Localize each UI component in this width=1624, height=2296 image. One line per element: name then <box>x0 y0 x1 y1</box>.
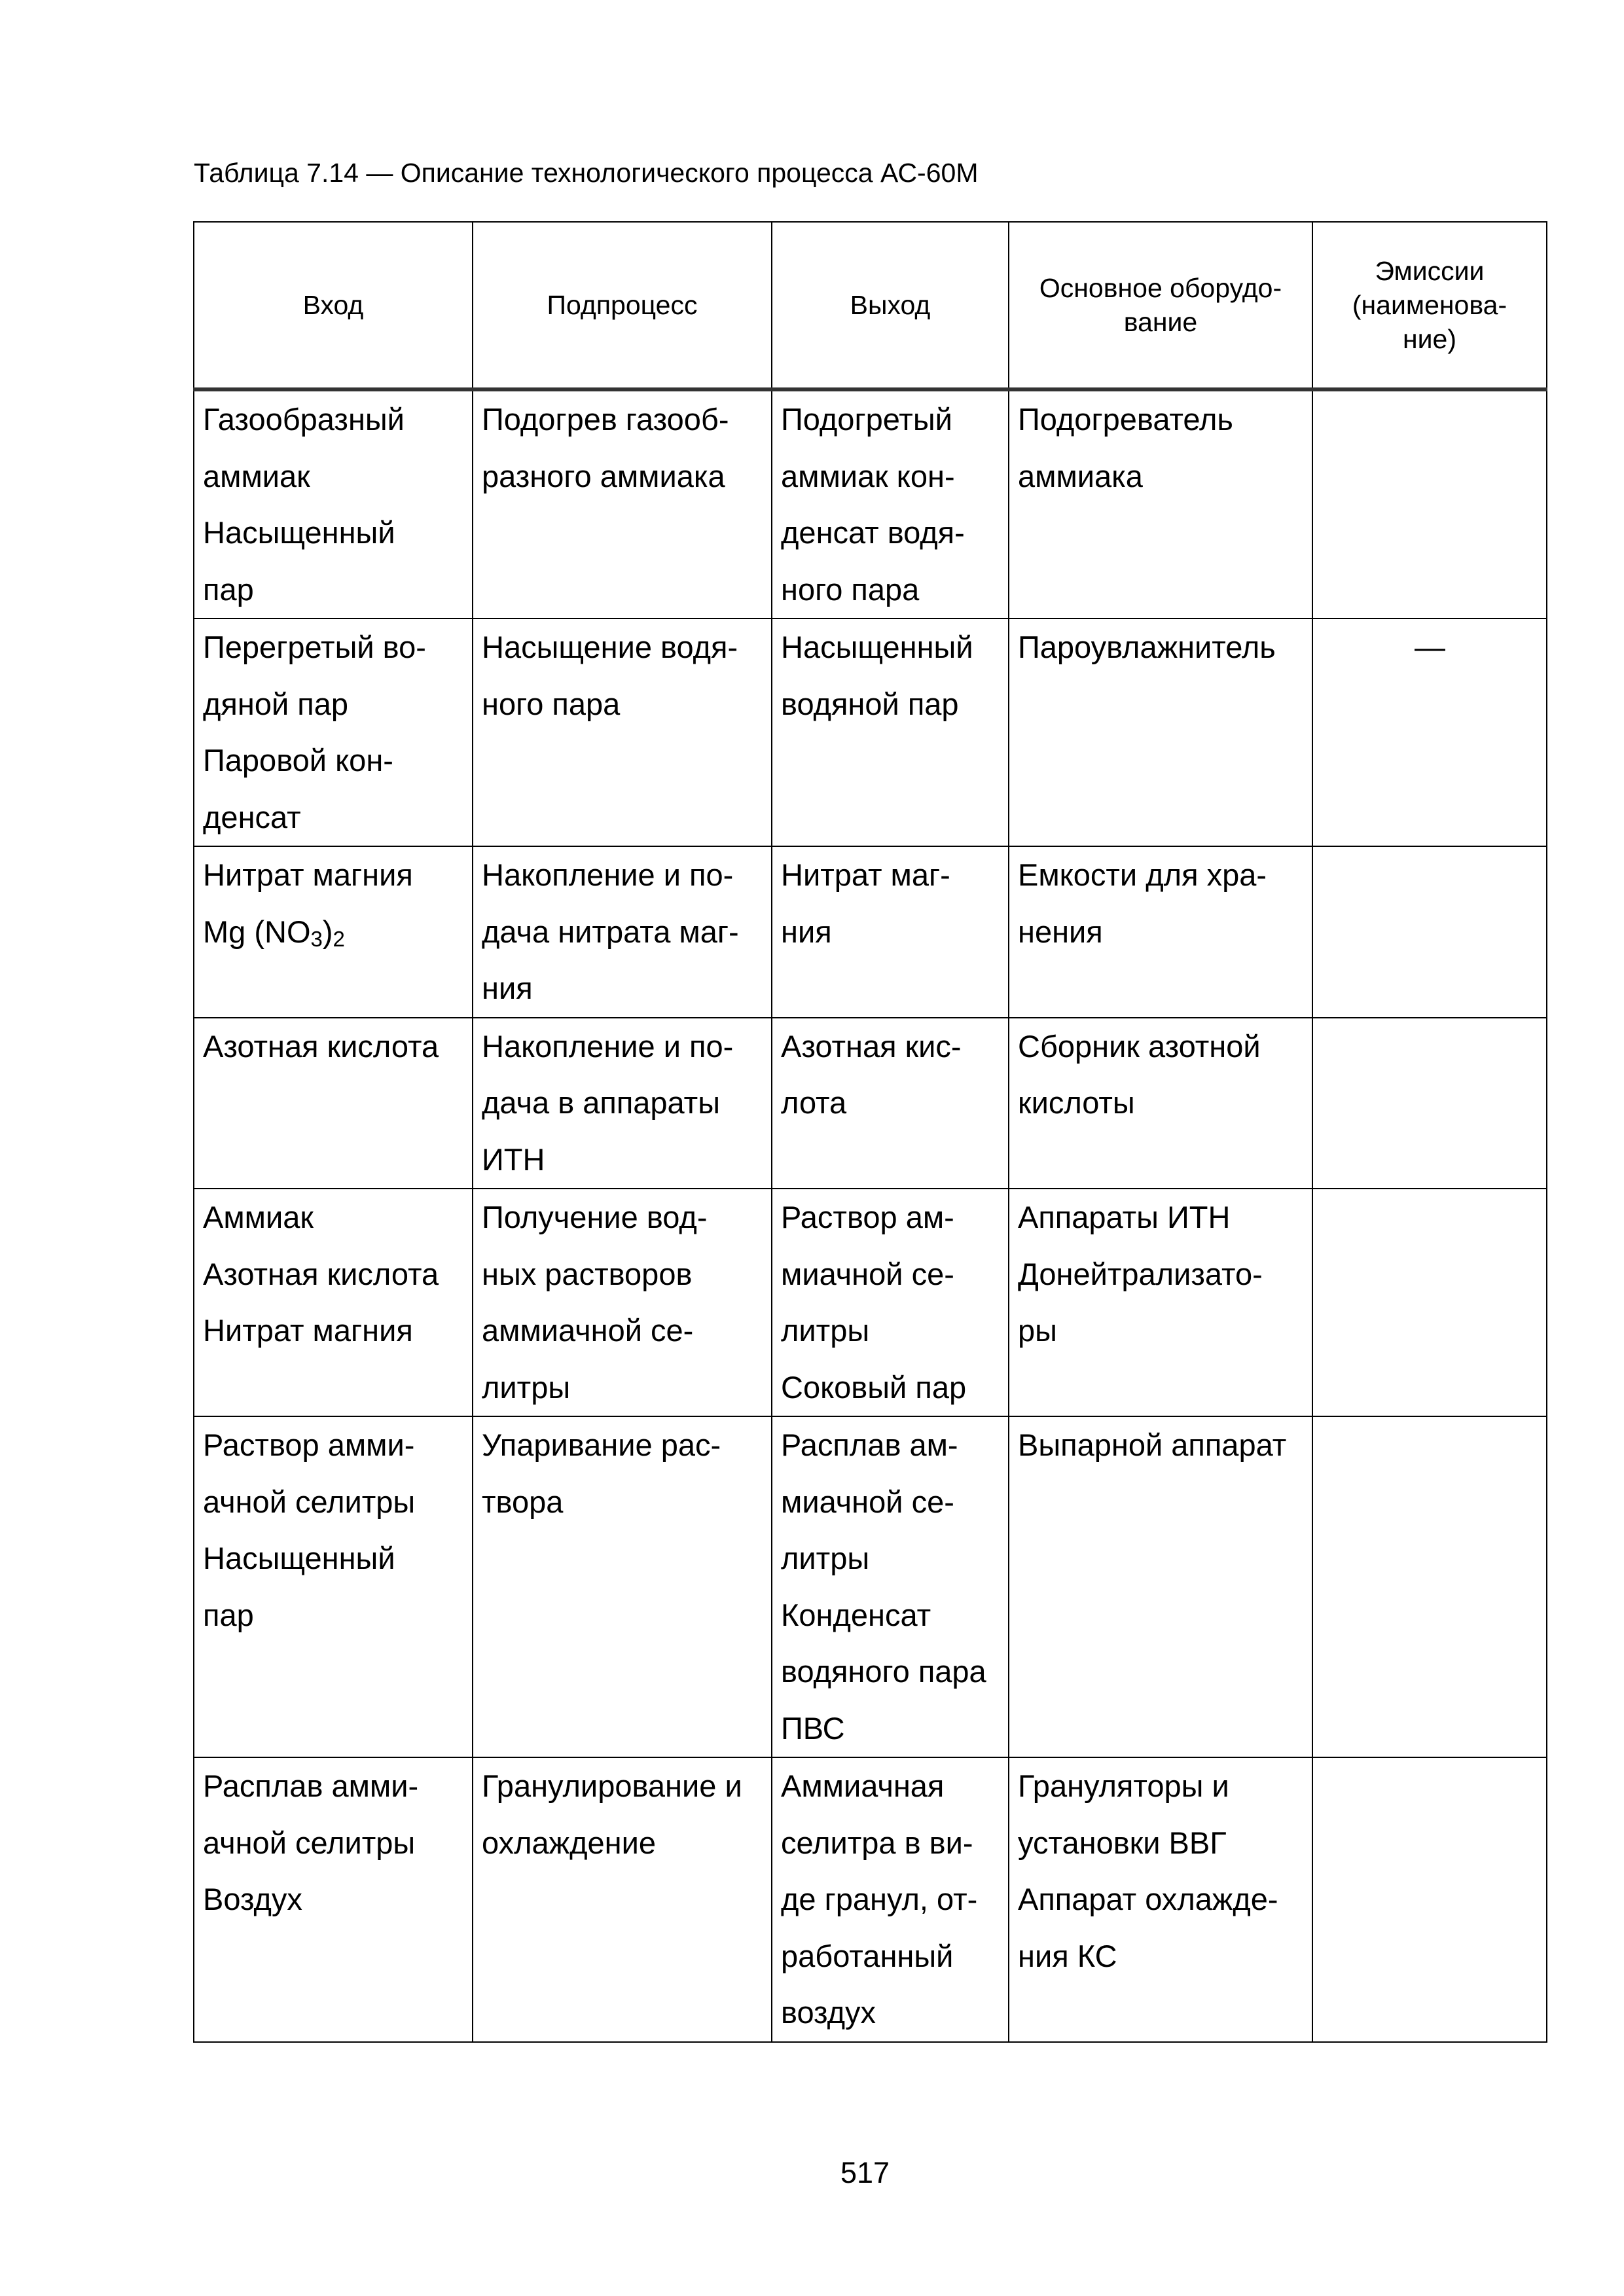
cell-equipment: Подогреватель аммиака <box>1009 389 1312 619</box>
chemical-formula: Mg $(NO_3)_2$ <box>203 914 345 951</box>
header-equipment: Основное оборудо- вание <box>1009 222 1312 389</box>
cell-output: Расплав ам- миачной се- литры Конденсат водяного пара ПВС <box>772 1416 1009 1757</box>
cell-subprocess: Накопление и по- дача нитрата маг- ния <box>473 846 772 1018</box>
cell-subprocess: Упаривание рас- твора <box>473 1416 772 1757</box>
header-emissions: Эмиссии (наименова- ние) <box>1312 222 1547 389</box>
cell-equipment: Сборник азотной кислоты <box>1009 1018 1312 1189</box>
cell-input: Аммиак Азотная кислота Нитрат магния <box>194 1189 473 1416</box>
page-number: 517 <box>840 2156 890 2189</box>
cell-emissions <box>1312 1416 1547 1757</box>
table-row <box>194 1416 1547 1757</box>
cell-equipment: Грануляторы и установки ВВГ Аппарат охлажде- ния КС <box>1009 1757 1312 2042</box>
cell-input: Перегретый во- дяной пар Паровой кон- денсат <box>194 619 473 846</box>
cell-subprocess: Получение вод- ных растворов аммиачной се- литры <box>473 1189 772 1416</box>
cell-input: Раствор амми- ачной селитры Насыщенный пар <box>194 1416 473 1757</box>
table-row <box>194 846 1547 1018</box>
cell-input: Нитрат магния Mg $(NO_3)_2$ <box>194 846 473 1018</box>
cell-input: Газообразный аммиак Насыщенный пар <box>194 389 473 619</box>
process-table <box>193 221 1547 2043</box>
table-header-row <box>194 222 1547 389</box>
cell-output: Раствор ам- миачной се- литры Соковый пар <box>772 1189 1009 1416</box>
table-row <box>194 389 1547 619</box>
cell-output: Нитрат маг- ния <box>772 846 1009 1018</box>
cell-subprocess: Насыщение водя- ного пара <box>473 619 772 846</box>
cell-equipment: Пароувлажнитель <box>1009 619 1312 846</box>
table-row <box>194 1189 1547 1416</box>
cell-input: Расплав амми- ачной селитры Воздух <box>194 1757 473 2042</box>
cell-output: Насыщенный водяной пар <box>772 619 1009 846</box>
cell-equipment: Емкости для хра- нения <box>1009 846 1312 1018</box>
cell-subprocess: Гранулирование и охлаждение <box>473 1757 772 2042</box>
cell-emissions <box>1312 1757 1547 2042</box>
header-output: Выход <box>772 222 1009 389</box>
table-caption: Таблица 7.14 — Описание технологического процесса АС-60М <box>194 158 979 188</box>
table-row <box>194 1757 1547 2042</box>
table-row <box>194 619 1547 846</box>
cell-subprocess: Накопление и по- дача в аппараты ИТН <box>473 1018 772 1189</box>
cell-emissions <box>1312 389 1547 619</box>
cell-equipment: Выпарной аппарат <box>1009 1416 1312 1757</box>
cell-input: Азотная кислота <box>194 1018 473 1189</box>
cell-emissions <box>1312 846 1547 1018</box>
header-subprocess: Подпроцесс <box>473 222 772 389</box>
cell-output: Подогретый аммиак кон- денсат водя- ного пара <box>772 389 1009 619</box>
cell-emissions <box>1312 1018 1547 1189</box>
cell-output: Аммиачная селитра в ви- де гранул, от- работанный воздух <box>772 1757 1009 2042</box>
cell-output: Азотная кис- лота <box>772 1018 1009 1189</box>
table-row <box>194 1018 1547 1189</box>
cell-emissions: — <box>1312 619 1547 846</box>
cell-equipment: Аппараты ИТН Донейтрализато- ры <box>1009 1189 1312 1416</box>
cell-subprocess: Подогрев газооб- разного аммиака <box>473 389 772 619</box>
header-input: Вход <box>194 222 473 389</box>
cell-emissions <box>1312 1189 1547 1416</box>
